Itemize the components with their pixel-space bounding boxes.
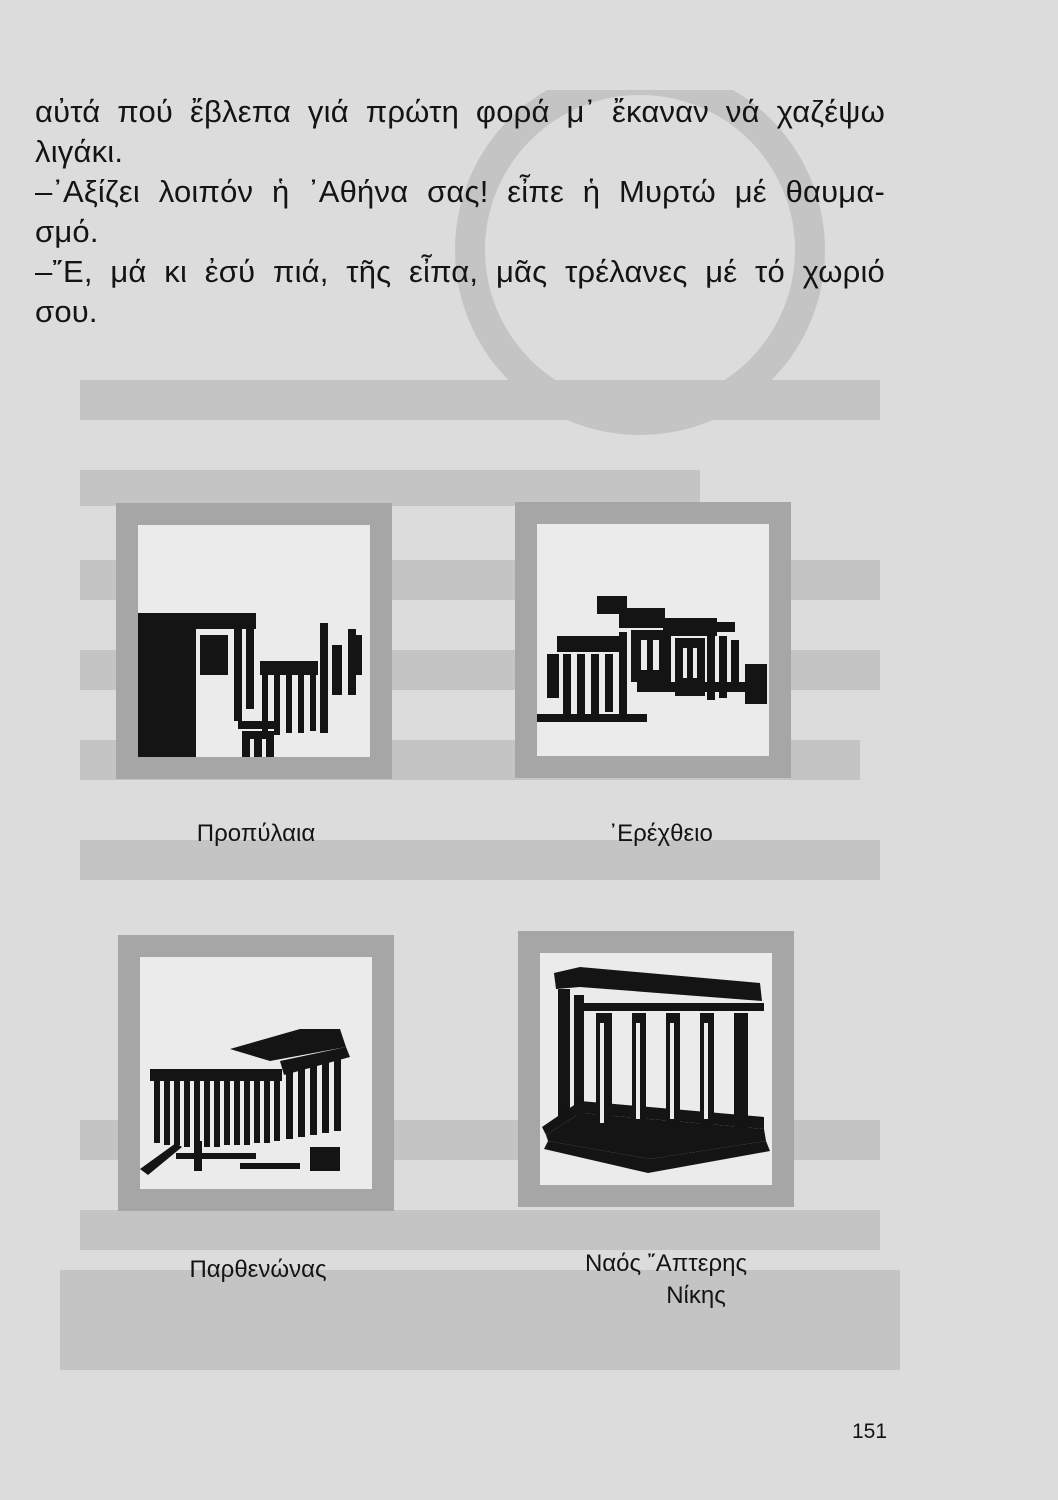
caption-line: Ναός ῎Απτερης (584, 1250, 748, 1277)
nike-temple-drawing-icon (540, 953, 772, 1185)
parthenon-drawing-icon (140, 957, 372, 1189)
text-line-6: σου. (35, 294, 98, 329)
caption-nike-temple (556, 1248, 776, 1312)
text-line-1: αὐτά πού ἔβλεπα γιά πρώτη φορά μ᾿ ἔκαναν νά χαζέψω (35, 94, 885, 129)
caption-erechtheion: ᾿Ερέχθειο (609, 820, 713, 847)
erechtheion-drawing-icon (537, 524, 769, 756)
page-number: 151 (852, 1420, 888, 1443)
caption-line: Νίκης (666, 1282, 726, 1309)
caption-propylaia: Προπύλαια (196, 820, 316, 847)
figure-panel (537, 524, 769, 756)
text-line-4: σμό. (35, 214, 99, 249)
figure-panel (540, 953, 772, 1185)
figure-frame-propylaia (116, 503, 392, 779)
text-line-5: –῎Ε, μά κι ἐσύ πιά, τῆς εἶπα, μᾶς τρέλανες μέ τό χωριό (35, 254, 885, 289)
text-line-2: λιγάκι. (35, 134, 124, 169)
propylaia-drawing-icon (138, 525, 370, 757)
text-line-3: –᾿Αξίζει λοιπόν ἡ ᾿Αθήνα σας! εἶπε ἡ Μυρτώ μέ θαυμα- (35, 174, 885, 209)
figure-frame-nike-temple (518, 931, 794, 1207)
caption-parthenon: Παρθενώνας (189, 1256, 327, 1283)
figure-frame-erechtheion (515, 502, 791, 778)
figure-frame-parthenon (118, 935, 394, 1211)
figure-panel (138, 525, 370, 757)
body-text (35, 92, 885, 332)
figure-panel (140, 957, 372, 1189)
